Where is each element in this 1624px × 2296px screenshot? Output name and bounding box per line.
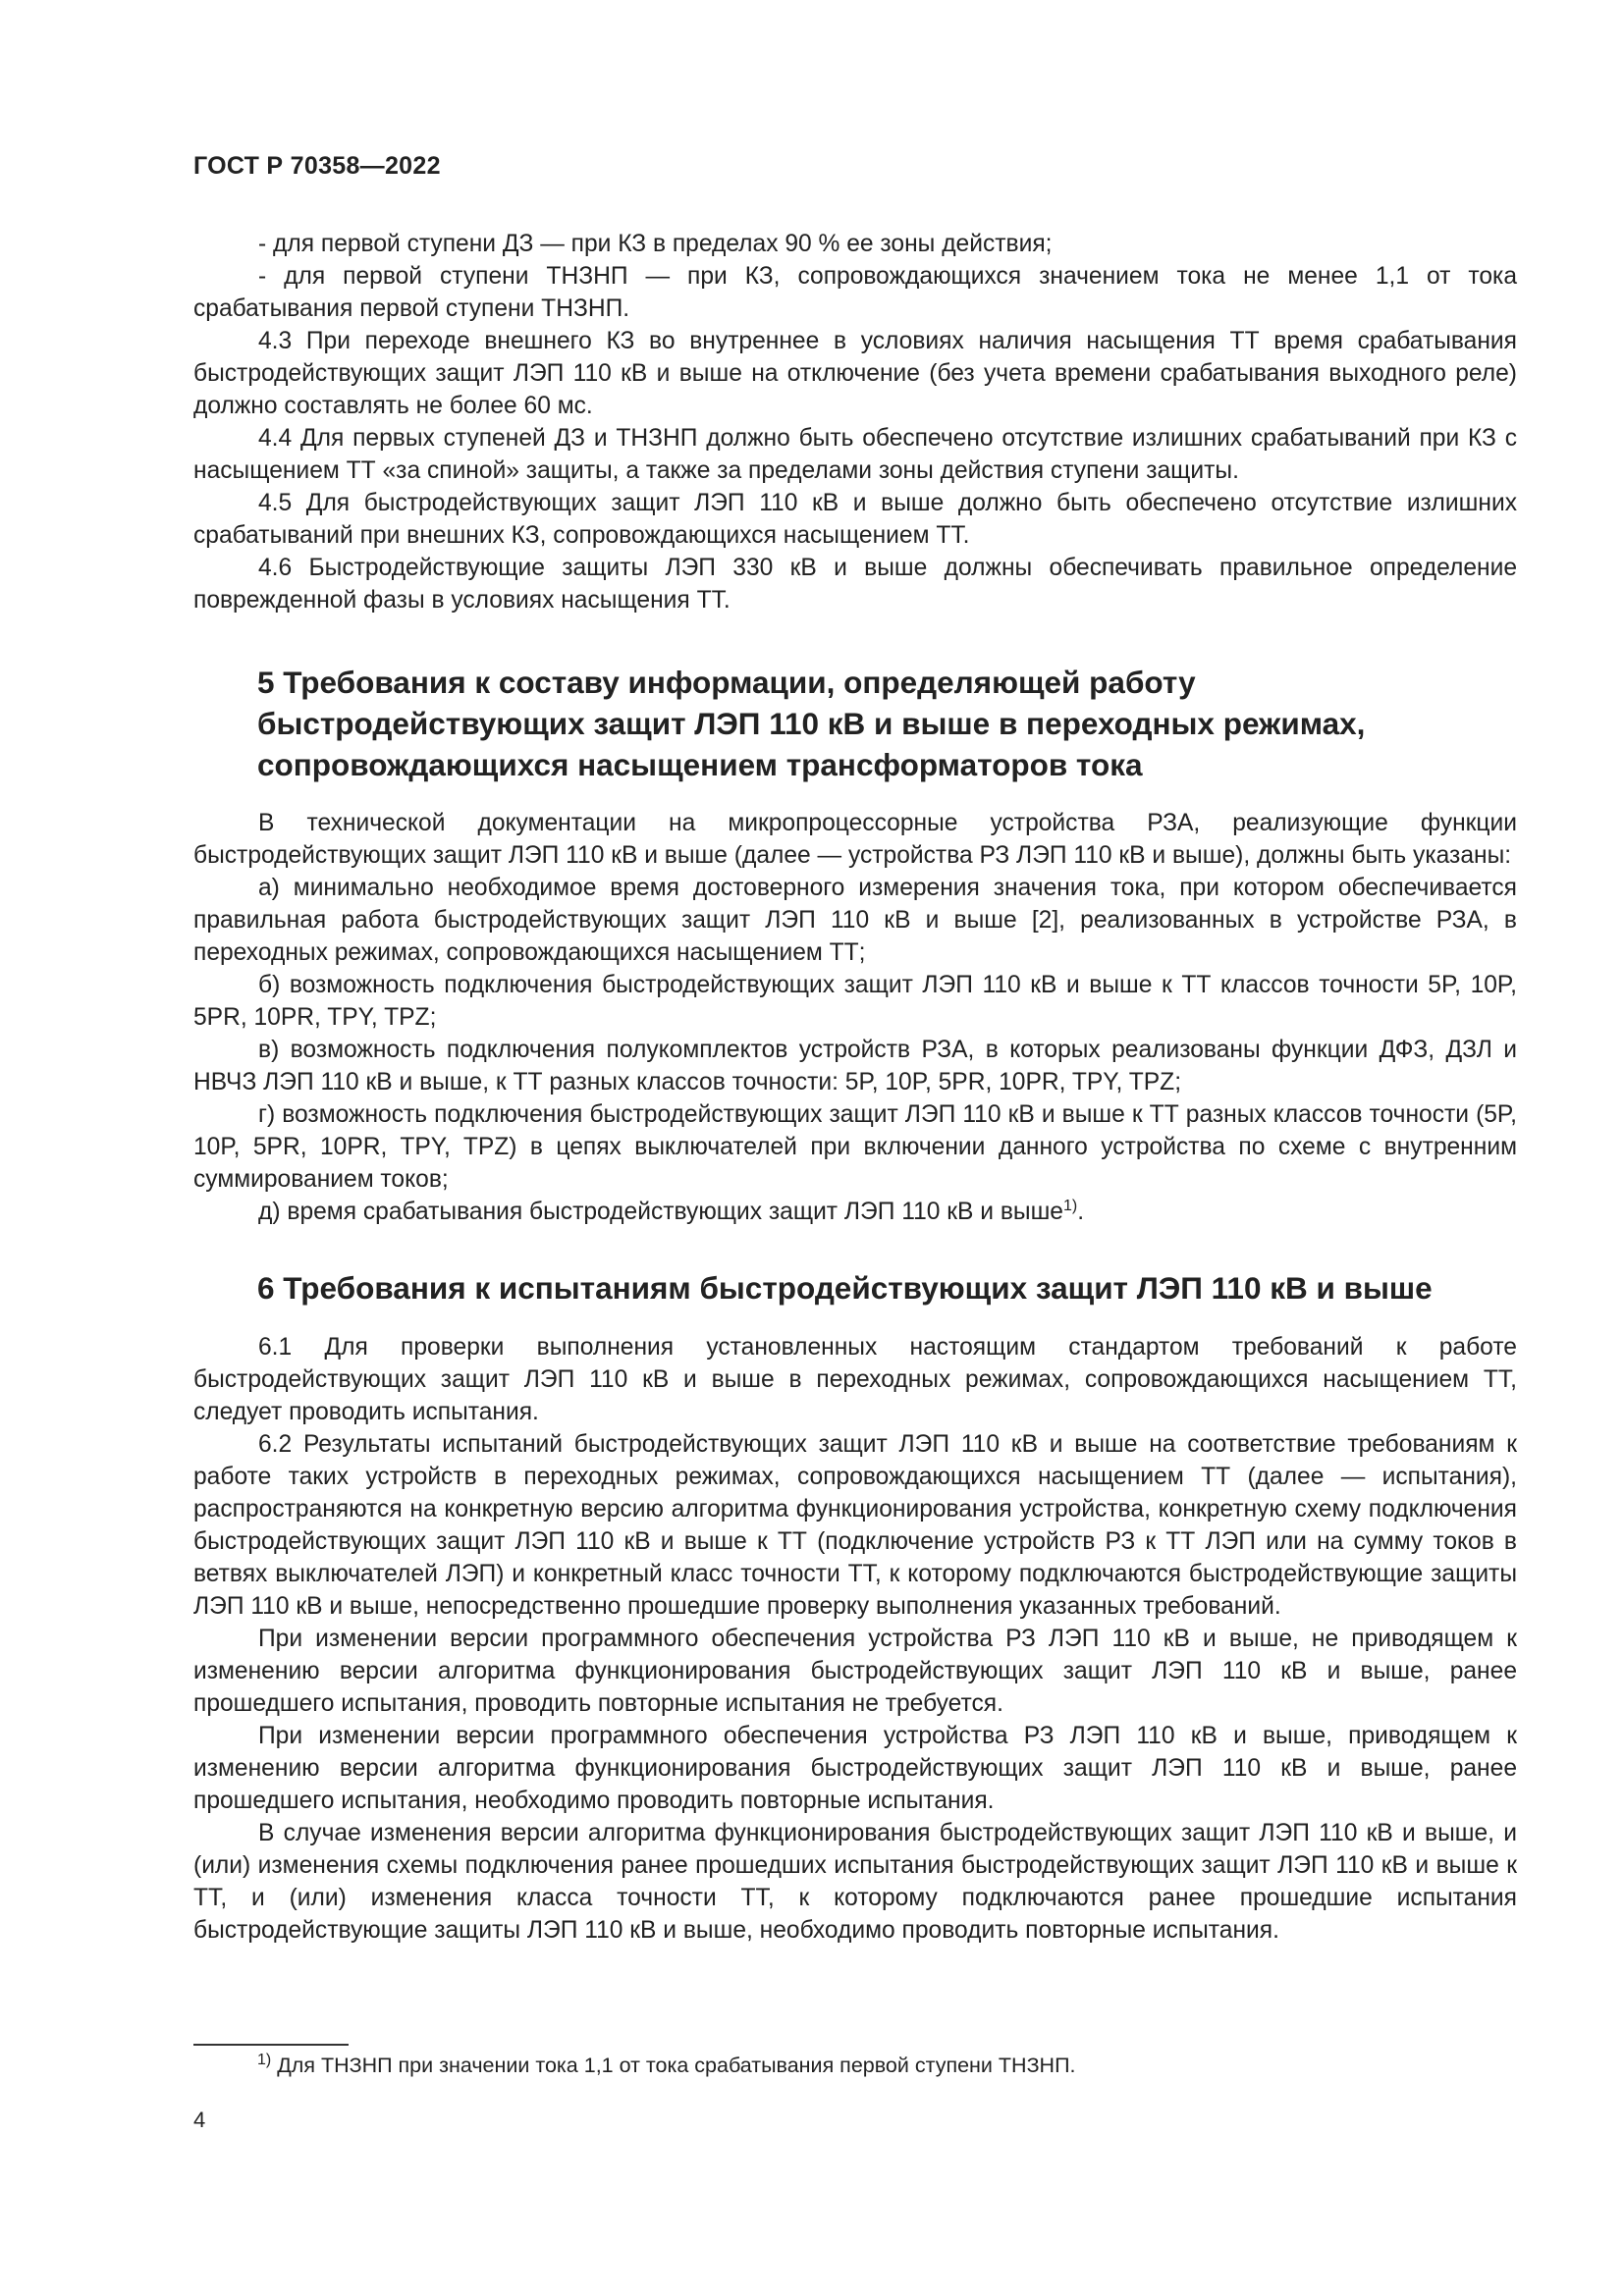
section-5-body [193, 807, 1517, 1228]
paragraph: 4.3 При переходе внешнего КЗ во внутреннее в условиях наличия насыщения ТТ время срабатывания быстродействующих защит ЛЭП 110 кВ и выше на отключение (без учета времени срабатывания выходного реле) должно составлять не более 60 мс. [193, 328, 1517, 419]
list-item: г) возможность подключения быстродействующих защит ЛЭП 110 кВ и выше к ТТ разных классов точности (5P, 10P, 5PR, 10PR, TPY, TPZ) в цепях выключателей при включении данного устройства по схеме с внутренним суммированием токов; [193, 1101, 1517, 1193]
footnote [257, 2051, 1076, 2078]
footnote-marker: 1) [257, 2051, 272, 2068]
footnote-divider [193, 2044, 349, 2046]
paragraph: При изменении версии программного обеспечения устройства РЗ ЛЭП 110 кВ и выше, не приводящем к изменению версии алгоритма функционирования быстродействующих защит ЛЭП 110 кВ и выше, ранее прошедшего испытания, проводить повторные испытания не требуется. [193, 1626, 1517, 1717]
punctuation: . [1077, 1199, 1085, 1225]
heading-line: быстродействующих защит ЛЭП 110 кВ и выше в переходных режимах, [257, 706, 1366, 741]
paragraph: В случае изменения версии алгоритма функционирования быстродействующих защит ЛЭП 110 кВ и выше, и (или) изменения схемы подключения ранее прошедших испытания быстродействующих защит ЛЭП 110 кВ и выше к ТТ, и (или) изменения класса точности ТТ, к которому подключаются ранее прошедшие испытания быстродействующие защиты ЛЭП 110 кВ и выше, необходимо проводить повторные испытания. [193, 1820, 1517, 1944]
page-number: 4 [193, 2108, 206, 2132]
paragraph: 6.1 Для проверки выполнения установленных настоящим стандартом требований к работе быстродействующих защит ЛЭП 110 кВ и выше в переходных режимах, сопровождающихся насыщением ТТ, следует проводить испытания. [193, 1334, 1517, 1425]
list-item [193, 1196, 1517, 1228]
heading-line: сопровождающихся насыщением трансформаторов тока [257, 747, 1143, 782]
document-code-header: ГОСТ Р 70358—2022 [193, 152, 441, 180]
list-item: б) возможность подключения быстродействующих защит ЛЭП 110 кВ и выше к ТТ классов точности 5P, 10P, 5PR, 10PR, TPY, TPZ; [193, 972, 1517, 1031]
paragraph: - для первой ступени ТНЗНП — при КЗ, сопровождающихся значением тока не менее 1,1 от тока срабатывания первой ступени ТНЗНП. [193, 263, 1517, 322]
paragraph: 4.4 Для первых ступеней ДЗ и ТНЗНП должно быть обеспечено отсутствие излишних срабатываний при КЗ с насыщением ТТ «за спиной» защиты, а также за пределами зоны действия ступени защиты. [193, 425, 1517, 484]
paragraph: 4.5 Для быстродействующих защит ЛЭП 110 кВ и выше должно быть обеспечено отсутствие излишних срабатываний при внешних КЗ, сопровождающихся насыщением ТТ. [193, 490, 1517, 549]
footnote-text: Для ТНЗНП при значении тока 1,1 от тока срабатывания первой ступени ТНЗНП. [277, 2054, 1076, 2077]
paragraph: При изменении версии программного обеспечения устройства РЗ ЛЭП 110 кВ и выше, приводящем к изменению версии алгоритма функционирования быстродействующих защит ЛЭП 110 кВ и выше, ранее прошедшего испытания, необходимо проводить повторные испытания. [193, 1723, 1517, 1814]
section-6-body [193, 1331, 1517, 1947]
paragraph: В технической документации на микропроцессорные устройства РЗА, реализующие функции быстродействующих защит ЛЭП 110 кВ и выше (далее — устройства РЗ ЛЭП 110 кВ и выше), должны быть указаны: [193, 810, 1517, 869]
list-item-text: д) время срабатывания быстродействующих защит ЛЭП 110 кВ и выше [258, 1199, 1063, 1225]
section-6-heading: 6 Требования к испытаниям быстродействующих защит ЛЭП 110 кВ и выше [257, 1270, 1433, 1306]
section-5-heading [257, 662, 1524, 785]
clause-4-continuation [193, 228, 1517, 616]
list-item: в) возможность подключения полукомплектов устройств РЗА, в которых реализованы функции ДФЗ, ДЗЛ и НВЧЗ ЛЭП 110 кВ и выше, к ТТ разных классов точности: 5P, 10P, 5PR, 10PR, TPY, TPZ; [193, 1037, 1517, 1095]
list-item: а) минимально необходимое время достоверного измерения значения тока, при котором обеспечивается правильная работа быстродействующих защит ЛЭП 110 кВ и выше [2], реализованных в устройстве РЗА, в переходных режимах, сопровождающихся насыщением ТТ; [193, 875, 1517, 966]
heading-line: 5 Требования к составу информации, определяющей работу [257, 665, 1196, 700]
footnote-reference: 1) [1063, 1197, 1078, 1214]
paragraph: 6.2 Результаты испытаний быстродействующих защит ЛЭП 110 кВ и выше на соответствие требованиям к работе таких устройств в переходных режимах, сопровождающихся насыщением ТТ (далее — испытания), распространяются на конкретную версию алгоритма функционирования устройства, конкретную схему подключения быстродействующих защит ЛЭП 110 кВ и выше к ТТ (подключение устройств РЗ к ТТ ЛЭП или на сумму токов в ветвях выключателей ЛЭП) и конкретный класс точности ТТ, к которому подключаются быстродействующие защиты ЛЭП 110 кВ и выше, непосредственно прошедшие проверку выполнения указанных требований. [193, 1431, 1517, 1620]
paragraph: - для первой ступени ДЗ — при КЗ в пределах 90 % ее зоны действия; [258, 231, 1053, 257]
paragraph: 4.6 Быстродействующие защиты ЛЭП 330 кВ и выше должны обеспечивать правильное определение поврежденной фазы в условиях насыщения ТТ. [193, 555, 1517, 614]
